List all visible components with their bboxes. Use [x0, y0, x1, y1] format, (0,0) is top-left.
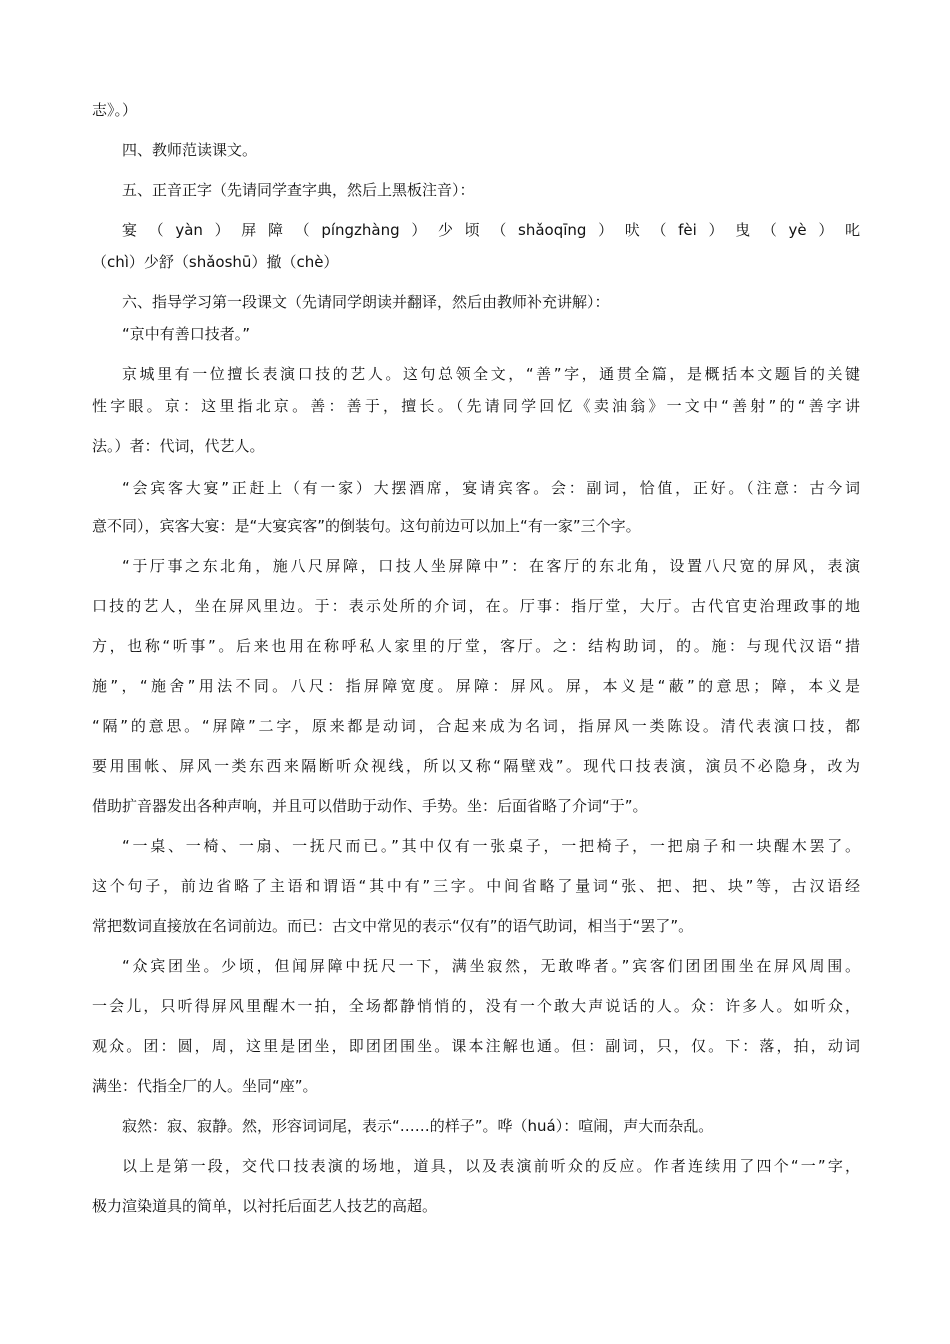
text-line: 满坐：代指全厂的人。坐同“座”。 — [92, 1077, 318, 1095]
text-line: 要用围帐、屏风一类东西来隔断听众视线，所以又称“隔壁戏”。现代口技表演，演员不必隐身，改为 — [92, 757, 860, 775]
text-line: 方，也称“听事”。后来也用在称呼私人家里的厅堂，客厅。之：结构助词，的。施：与现代汉语“措 — [92, 637, 860, 655]
text-line: 性字眼。京：这里指北京。善：善于，擅长。（先请同学回忆《卖油翁》一文中“善射”的“善字讲 — [92, 397, 860, 415]
text-line: 以上是第一段，交代口技表演的场地，道具，以及表演前听众的反应。作者连续用了四个“一”字， — [122, 1157, 860, 1175]
text-line: “隔”的意思。“屏障”二字，原来都是动词，合起来成为名词，指屏风一类陈设。清代表演口技，都 — [92, 717, 860, 735]
text-line: 志》。） — [92, 101, 138, 119]
text-line: 常把数词直接放在名词前边。而已：古文中常见的表示“仅有”的语气助词，相当于“罢了”。 — [92, 917, 694, 935]
text-line: 宴（yàn）屏障（píngzhàng）少顷（shǎoqīng）吠（fèi）曳（yè）叱 — [122, 221, 860, 239]
text-line: “一桌、一椅、一扇、一抚尺而已。”其中仅有一张桌子，一把椅子，一把扇子和一块醒木罢了。 — [122, 837, 860, 855]
text-line: 口技的艺人，坐在屏风里边。于：表示处所的介词，在。厅事：指厅堂，大厅。古代官吏治理政事的地 — [92, 597, 860, 615]
text-line: “京中有善口技者。” — [122, 325, 251, 343]
text-line: 这个句子，前边省略了主语和谓语“其中有”三字。中间省略了量词“张、把、把、块”等，古汉语经 — [92, 877, 860, 895]
text-line: 寂然：寂、寂静。然，形容词词尾，表示“……的样子”。哗（huá）：喧闹，声大而杂乱。 — [122, 1117, 714, 1135]
text-line: “众宾团坐。少顷，但闻屏障中抚尺一下，满坐寂然，无敢哗者。”宾客们团团围坐在屏风周围。 — [122, 957, 860, 975]
text-line: 意不同），宾客大宴：是“大宴宾客”的倒装句。这句前边可以加上“有一家”三个字。 — [92, 517, 641, 535]
text-line: 四、教师范读课文。 — [122, 141, 258, 159]
text-line: 极力渲染道具的简单，以衬托后面艺人技艺的高超。 — [92, 1197, 438, 1215]
text-line: “会宾客大宴”正赶上（有一家）大摆酒席，宴请宾客。会：副词，恰值，正好。（注意：古今词 — [122, 479, 860, 497]
text-line: “于厅事之东北角，施八尺屏障，口技人坐屏障中”：在客厅的东北角，设置八尺宽的屏风，表演 — [122, 557, 860, 575]
text-line: 观众。团：圆，周，这里是团坐，即团团围坐。课本注解也通。但：副词，只，仅。下：落，拍，动词 — [92, 1037, 860, 1055]
text-line: 六、指导学习第一段课文（先请同学朗读并翻译，然后由教师补充讲解）： — [122, 293, 610, 311]
text-line: 五、正音正字（先请同学查字典，然后上黑板注音）： — [122, 181, 475, 199]
text-line: 施”，“施舍”用法不同。八尺：指屏障宽度。屏障：屏风。屏，本义是“蔽”的意思；障，本义是 — [92, 677, 860, 695]
text-line: （chì）少舒（shǎoshū）撤（chè） — [92, 253, 339, 271]
text-line: 一会儿，只听得屏风里醒木一拍，全场都静悄悄的，没有一个敢大声说话的人。众：许多人。如听众， — [92, 997, 860, 1015]
text-line: 法。）者：代词，代艺人。 — [92, 437, 265, 455]
text-line: 借助扩音器发出各种声响，并且可以借助于动作、手势。坐：后面省略了介词“于”。 — [92, 797, 648, 815]
text-line: 京城里有一位擅长表演口技的艺人。这句总领全文，“善”字，通贯全篇，是概括本文题旨的关键 — [122, 365, 860, 383]
